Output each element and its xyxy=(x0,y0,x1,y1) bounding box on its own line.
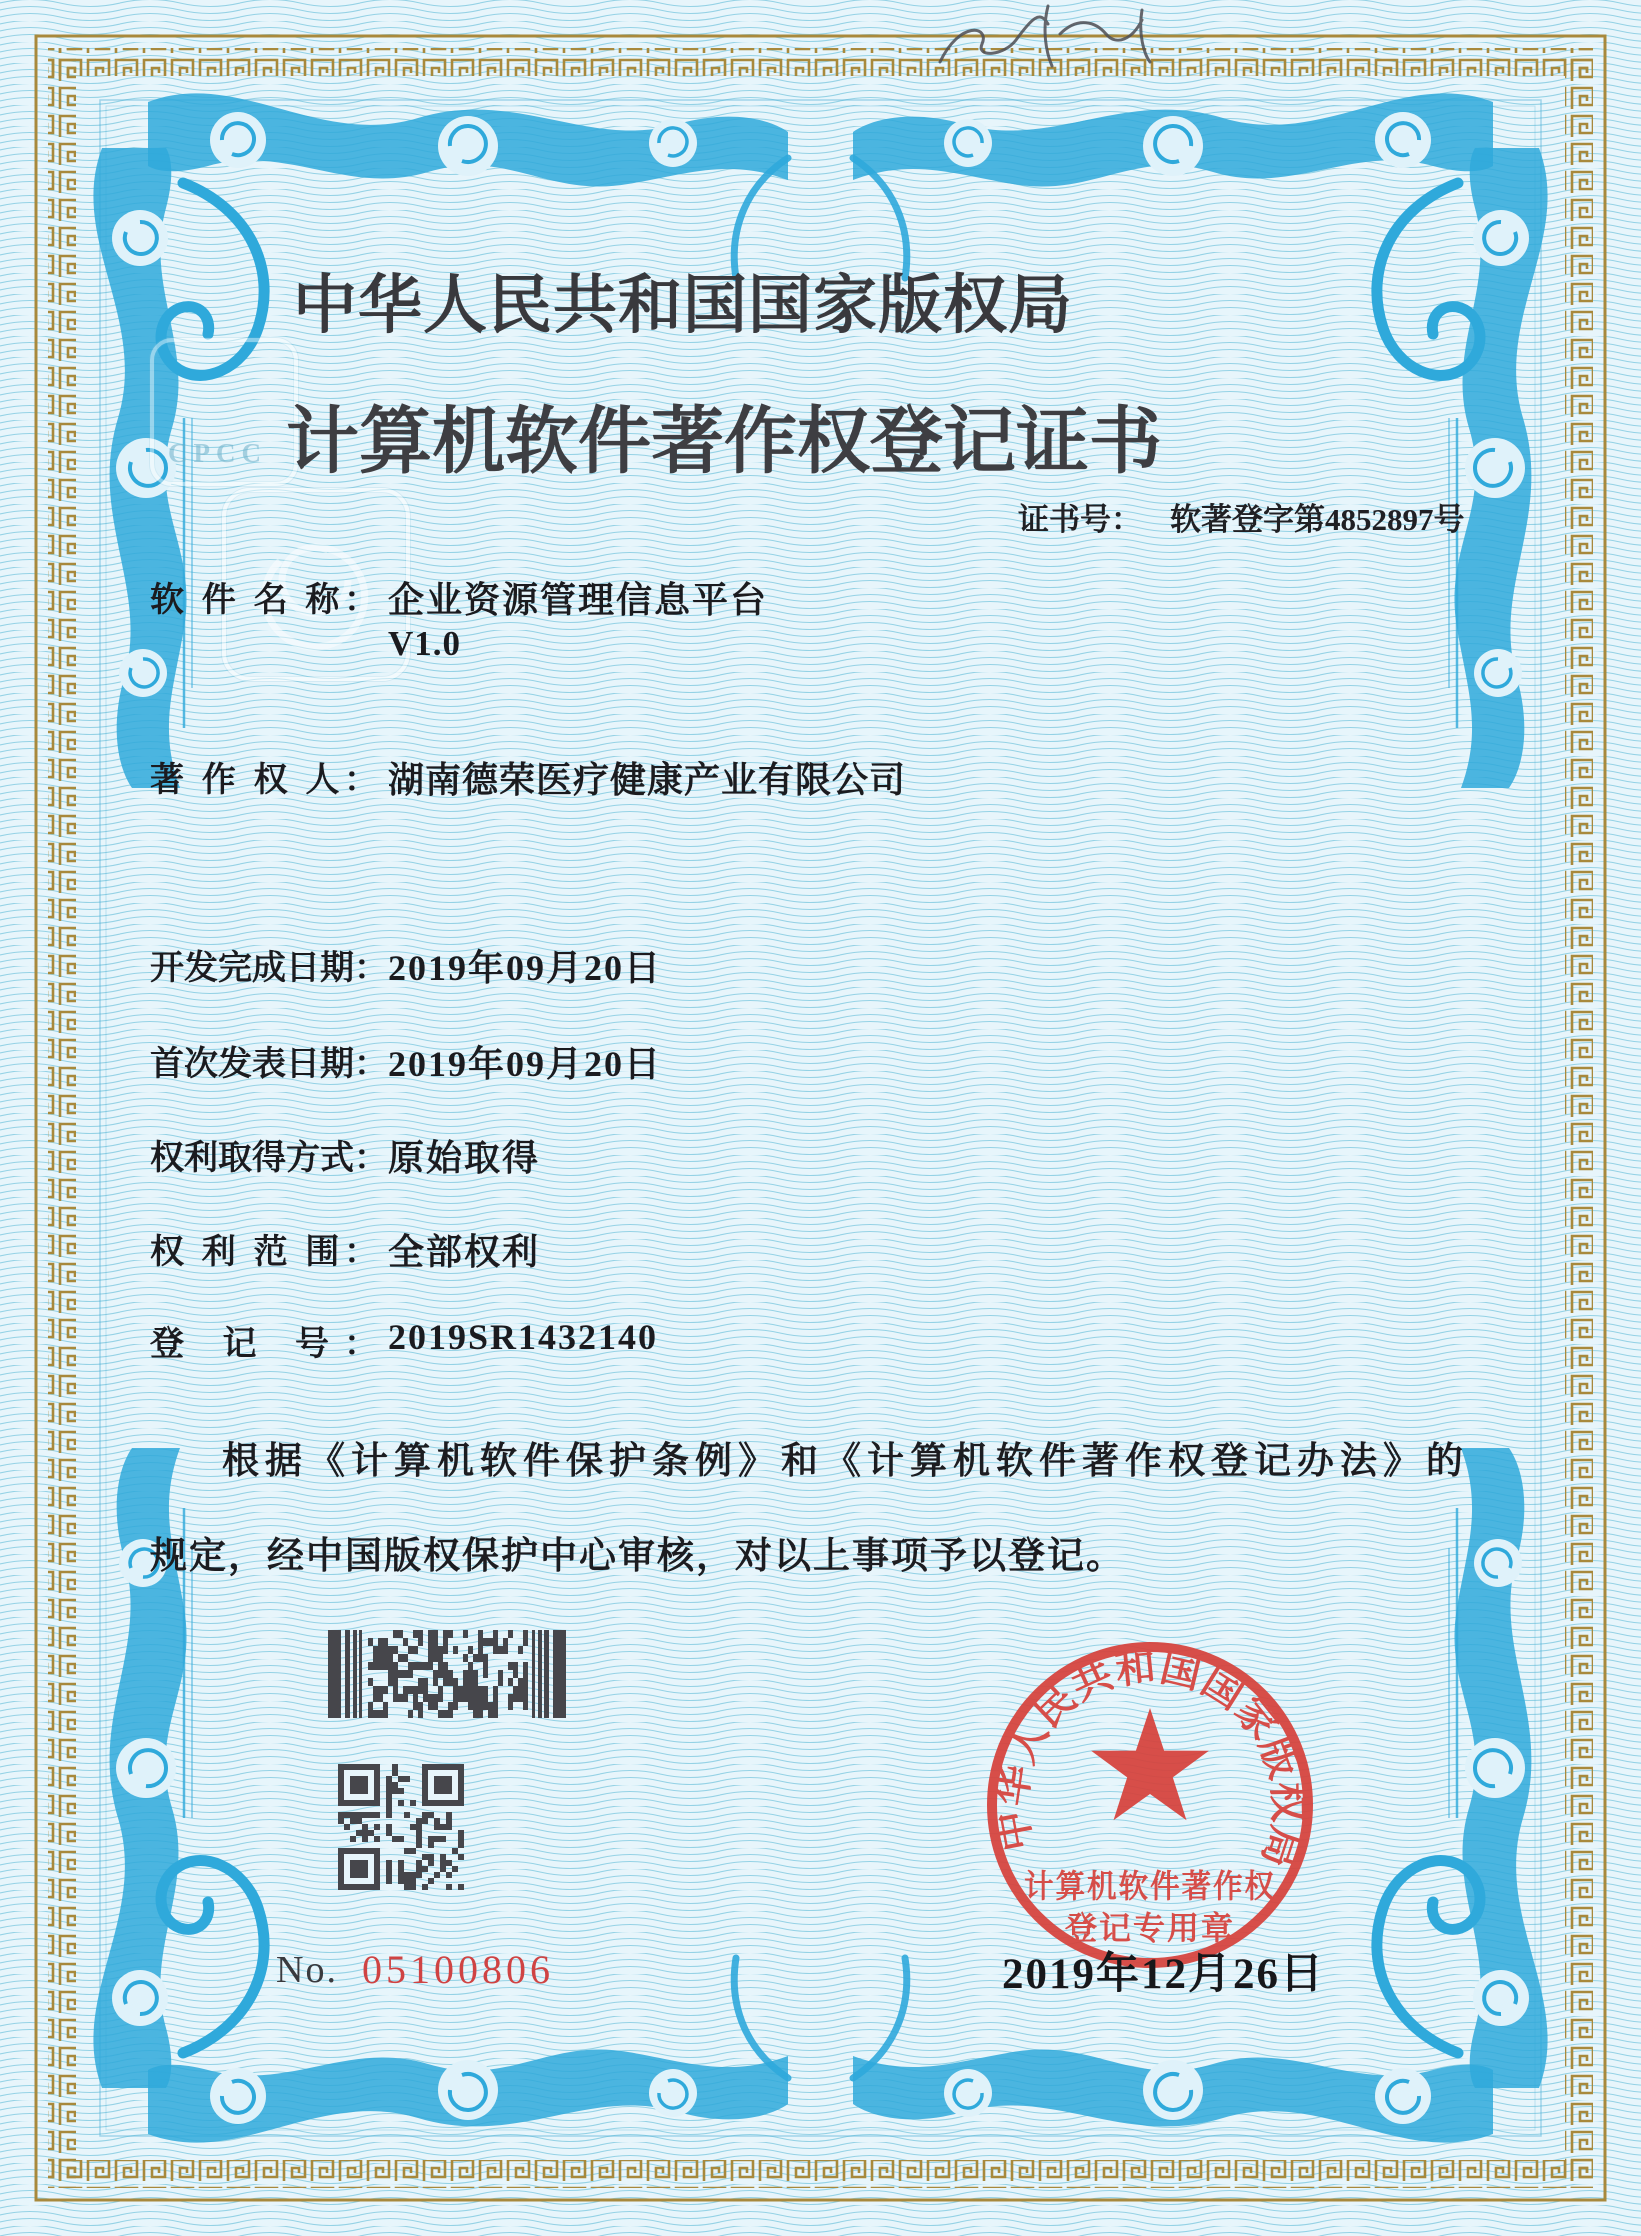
serial-label: No. xyxy=(276,1949,338,1991)
field-registration-number xyxy=(150,1316,659,1365)
software-name-value: 企业资源管理信息平台 xyxy=(388,580,769,620)
pen-scribble xyxy=(920,0,1180,80)
official-seal xyxy=(975,1630,1325,1980)
field-software-name xyxy=(150,572,769,621)
serial-number: 05100806 xyxy=(362,1947,554,1992)
copyright-owner-value: 湖南德荣医疗健康产业有限公司 xyxy=(388,760,907,800)
dev-complete-date-value: 2019年09月20日 xyxy=(388,948,663,988)
certificate-number-label: 证书号： xyxy=(1018,502,1142,537)
field-rights-scope xyxy=(150,1224,541,1273)
registration-number-value: 2019SR1432140 xyxy=(388,1317,659,1357)
field-copyright-owner xyxy=(150,752,907,801)
rights-acquisition-value: 原始取得 xyxy=(388,1138,541,1178)
statement-line-2: 规定，经中国版权保护中心审核，对以上事项予以登记。 xyxy=(150,1536,1125,1577)
seal-star-icon xyxy=(1091,1708,1209,1820)
rights-acquisition-label: 权利取得方式： xyxy=(150,1140,388,1177)
first-publish-date-label: 首次发表日期： xyxy=(150,1046,388,1083)
software-name-label: 软 件 名 称： xyxy=(150,582,378,619)
certificate-number-value: 软著登字第4852897号 xyxy=(1170,502,1465,537)
field-first-publish-date xyxy=(150,1036,663,1085)
seal-center-line-2: 登记专用章 xyxy=(1064,1910,1236,1946)
seal-ring-text: 中华人民共和国国家版权局 xyxy=(988,1643,1311,1874)
certificate-title: 计算机软件著作权登记证书 xyxy=(286,401,1162,482)
rights-scope-label: 权 利 范 围： xyxy=(150,1234,378,1271)
qr-code xyxy=(338,1764,464,1890)
field-dev-complete-date xyxy=(150,940,663,989)
barcode xyxy=(328,1630,566,1718)
authority-title: 中华人民共和国国家版权局 xyxy=(293,270,1073,341)
embossed-cpcc-text: CPCC xyxy=(168,438,267,468)
first-publish-date-value: 2019年09月20日 xyxy=(388,1044,663,1084)
software-version: V1.0 xyxy=(388,624,462,663)
seal-issue-date: 2019年12月26日 xyxy=(1002,1951,1325,1998)
rights-scope-value: 全部权利 xyxy=(388,1232,541,1272)
copyright-owner-label: 著 作 权 人： xyxy=(150,762,378,799)
statement-line-1: 根据《计算机软件保护条例》和《计算机软件著作权登记办法》的 xyxy=(222,1441,1469,1482)
certificate-number-line xyxy=(1018,494,1465,539)
registration-number-label: 登 记 号： xyxy=(150,1326,378,1363)
dev-complete-date-label: 开发完成日期： xyxy=(150,950,388,987)
field-rights-acquisition xyxy=(150,1130,541,1179)
seal-center-line-1: 计算机软件著作权 xyxy=(1024,1868,1276,1904)
